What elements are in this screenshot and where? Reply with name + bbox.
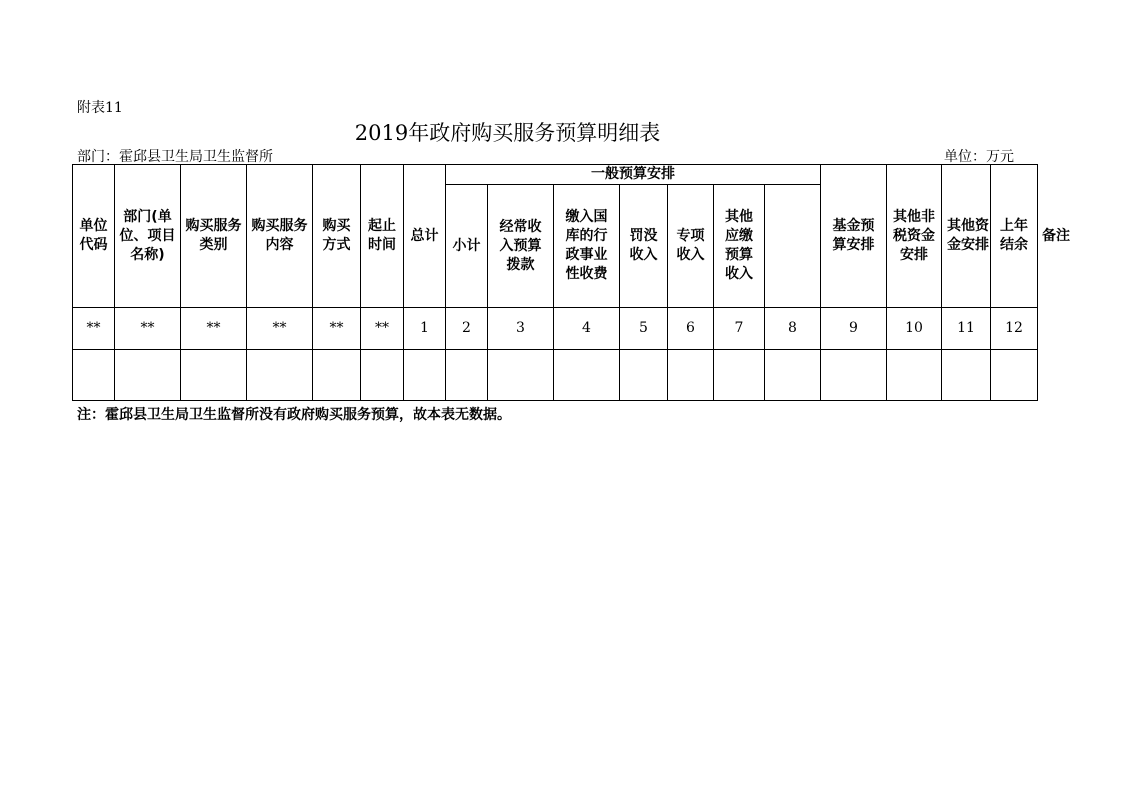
header-other-payable: 其他应缴预算收入 <box>714 185 765 308</box>
index-cell: ** <box>115 308 181 350</box>
header-carryover: 上年结余 <box>991 165 1038 308</box>
empty-cell <box>73 350 115 401</box>
index-cell: 5 <box>620 308 668 350</box>
empty-cell <box>887 350 942 401</box>
index-cell: 3 <box>488 308 554 350</box>
header-general-budget: 一般预算安排 <box>446 165 821 185</box>
index-cell: 9 <box>821 308 887 350</box>
index-cell: 11 <box>942 308 991 350</box>
header-other-nontax: 其他非税资金安排 <box>887 165 942 308</box>
index-cell: ** <box>73 308 115 350</box>
header-fund: 基金预算安排 <box>821 165 887 308</box>
empty-cell <box>446 350 488 401</box>
page-title: 2019年政府购买服务预算明细表 <box>354 121 661 145</box>
header-category: 购买服务类别 <box>181 165 247 308</box>
header-content: 购买服务内容 <box>247 165 313 308</box>
index-cell: 10 <box>887 308 942 350</box>
annex-label: 附表11 <box>77 100 123 116</box>
budget-table <box>72 164 1071 401</box>
header-treasury: 缴入国库的行政事业性收费 <box>554 185 620 308</box>
header-row-top: 单位代码 部门(单位、项目名称) 购买服务类别 购买服务内容 购买方式 起止时间 总计 一般预算安排 基金预算安排 其他非税资金安排 其他资金安排 上年结余 备注 <box>73 165 1038 185</box>
index-cell: ** <box>313 308 361 350</box>
empty-cell <box>247 350 313 401</box>
header-subtotal: 小计 <box>446 185 488 308</box>
index-cell: 8 <box>765 308 821 350</box>
header-special: 专项收入 <box>668 185 714 308</box>
empty-cell <box>668 350 714 401</box>
empty-cell <box>313 350 361 401</box>
index-cell: ** <box>247 308 313 350</box>
empty-data-row <box>73 350 1038 401</box>
index-cell: ** <box>181 308 247 350</box>
header-method: 购买方式 <box>313 165 361 308</box>
header-total: 总计 <box>404 165 446 308</box>
empty-cell <box>554 350 620 401</box>
footnote: 注：霍邱县卫生局卫生监督所没有政府购买服务预算，故本表无数据。 <box>77 407 511 423</box>
index-cell: 2 <box>446 308 488 350</box>
empty-cell <box>181 350 247 401</box>
empty-cell <box>620 350 668 401</box>
index-cell: 6 <box>668 308 714 350</box>
empty-cell <box>991 350 1038 401</box>
header-unit-code: 单位代码 <box>73 165 115 308</box>
index-cell: ** <box>361 308 404 350</box>
header-dept: 部门(单位、项目名称) <box>115 165 181 308</box>
index-cell: 7 <box>714 308 765 350</box>
empty-cell <box>942 350 991 401</box>
empty-cell <box>361 350 404 401</box>
header-regular: 经常收入预算拨款 <box>488 185 554 308</box>
empty-cell <box>765 350 821 401</box>
index-cell: 12 <box>991 308 1038 350</box>
index-cell: 4 <box>554 308 620 350</box>
index-row <box>73 308 1038 350</box>
header-other-funds: 其他资金安排 <box>942 165 991 308</box>
empty-cell <box>821 350 887 401</box>
index-cell: 1 <box>404 308 446 350</box>
header-period: 起止时间 <box>361 165 404 308</box>
department-label: 部门：霍邱县卫生局卫生监督所 <box>77 149 273 165</box>
empty-cell <box>488 350 554 401</box>
unit-label: 单位：万元 <box>944 149 1014 165</box>
header-penalty: 罚没收入 <box>620 185 668 308</box>
empty-cell <box>115 350 181 401</box>
empty-cell <box>714 350 765 401</box>
empty-cell <box>404 350 446 401</box>
